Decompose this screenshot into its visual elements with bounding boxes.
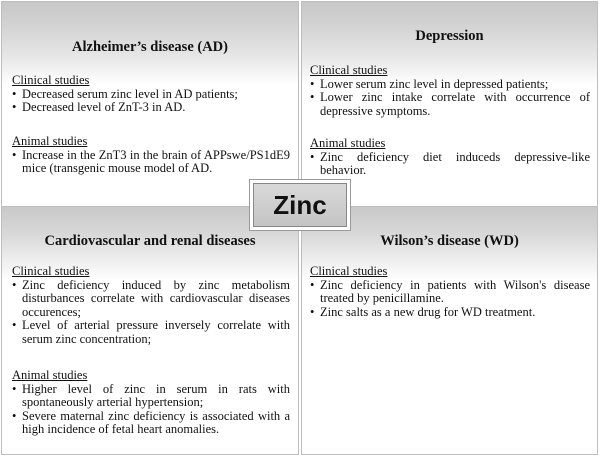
clinical-studies-section [12,74,290,115]
section-heading: Clinical studies [310,63,388,77]
center-label: Zinc [273,189,327,220]
quadrant-title: Cardiovascular and renal diseases [44,233,256,249]
clinical-studies-section [310,265,590,319]
list-item: • Level of arterial pressure inversely correlate with serum zinc concentration; [12,319,290,346]
section-heading: Clinical studies [12,264,90,278]
list-item: • Decreased level of ZnT-3 in AD. [12,101,290,115]
list-item: • Zinc deficiency induced by zinc metabolism disturbances correlate with cardiovascular diseases occurences; [12,279,290,320]
clinical-studies-section [12,265,290,346]
list-item: • Severe maternal zinc deficiency is associated with a high incidence of fetal heart anomalies. [12,410,290,437]
list-item: • Increase in the ZnT3 in the brain of APPswe/PS1dE9 mice (transgenic mouse model of AD. [12,149,290,176]
section-heading: Clinical studies [12,73,90,87]
list-item: • Zinc deficiency in patients with Wilson's disease treated by penicillamine. [310,279,590,306]
list-item: • Decreased serum zinc level in AD patients; [12,88,290,102]
list-item: • Zinc salts as a new drug for WD treatment. [310,306,590,320]
section-heading: Clinical studies [310,264,388,278]
clinical-studies-section [310,64,590,118]
list-item: • Zinc deficiency diet induceds depressive-like behavior. [310,151,590,178]
quadrant-cardiovascular-renal [1,206,299,455]
quadrant-title: Depression [415,28,484,44]
section-heading: Animal studies [12,134,88,148]
list-item: • Lower serum zinc level in depressed patients; [310,78,590,92]
center-zinc-box [253,183,347,227]
animal-studies-section [12,135,290,176]
section-heading: Animal studies [12,368,88,382]
quadrant-wilsons [301,206,598,455]
quadrant-title: Alzheimer’s disease (AD) [72,39,228,55]
list-item: • Higher level of zinc in serum in rats with spontaneously arterial hypertension; [12,383,290,410]
animal-studies-section [12,369,290,437]
list-item: • Lower zinc intake correlate with occurrence of depressive symptoms. [310,91,590,118]
animal-studies-section [310,137,590,178]
section-heading: Animal studies [310,136,386,150]
quadrant-title: Wilson’s disease (WD) [380,233,519,249]
